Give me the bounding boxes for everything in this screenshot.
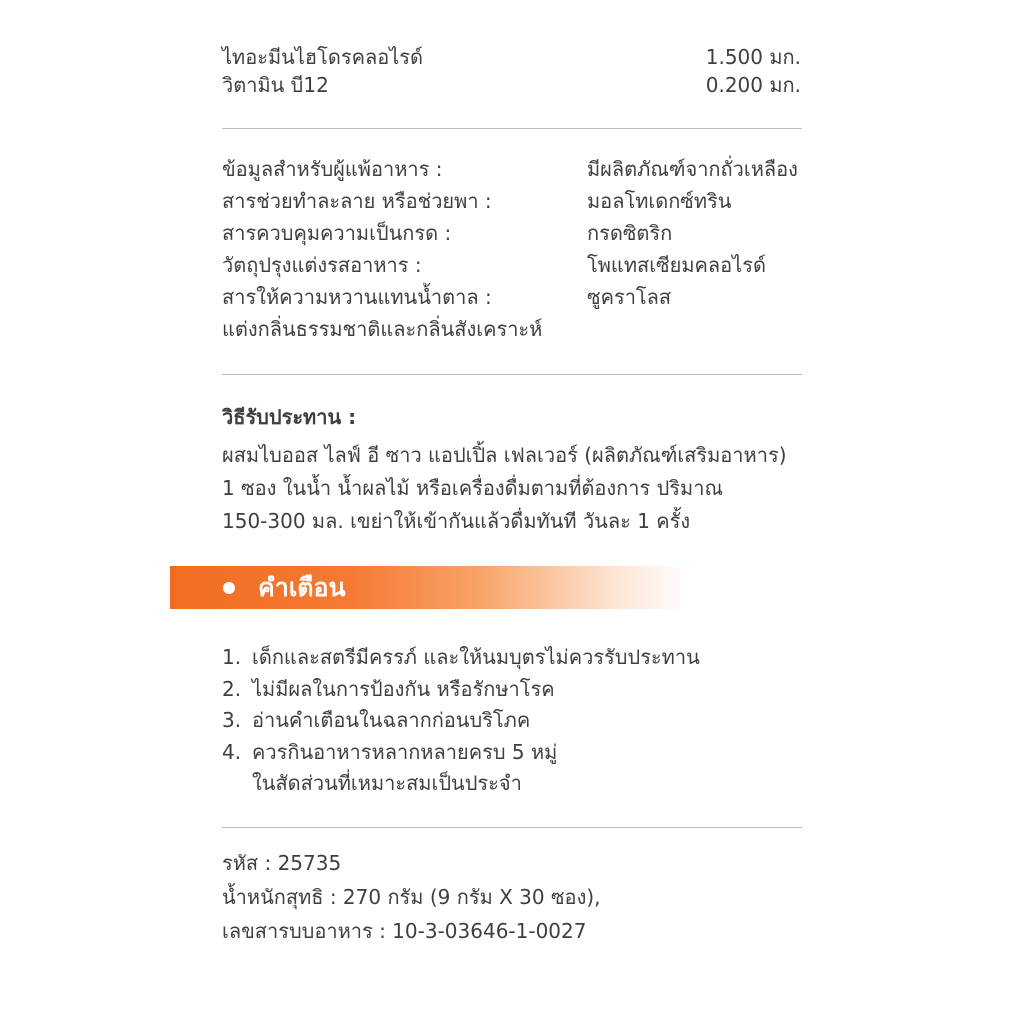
nutrient-name: วิตามิน บี12: [222, 73, 329, 97]
warning-number: 4.: [222, 740, 242, 764]
warning-item: ไม่มีผลในการป้องกัน หรือรักษาโรค: [252, 677, 555, 701]
food-registration-number: เลขสารบบอาหาร : 10-3-03646-1-0027: [222, 919, 587, 943]
ingredient-value: ซูคราโลส: [587, 285, 672, 309]
usage-line: 150-300 มล. เขย่าให้เข้ากันแล้วดื่มทันที วันละ 1 ครั้ง: [222, 509, 691, 533]
nutrient-amount: 1.500 มก.: [705, 45, 801, 69]
ingredient-label: แต่งกลิ่นธรรมชาติและกลิ่นสังเคราะห์: [222, 317, 543, 341]
ingredient-label: สารช่วยทำละลาย หรือช่วยพา :: [222, 189, 492, 213]
usage-line: 1 ซอง ในน้ำ น้ำผลไม้ หรือเครื่องดื่มตามที่ต้องการ ปริมาณ: [222, 476, 724, 500]
bullet-icon: [223, 582, 235, 594]
usage-title: วิธีรับประทาน :: [222, 405, 357, 429]
divider: [222, 128, 802, 129]
warning-number: 1.: [222, 645, 242, 669]
warning-item: เด็กและสตรีมีครรภ์ และให้นมบุตรไม่ควรรับประทาน: [252, 645, 700, 669]
ingredient-value: มีผลิตภัณฑ์จากถั่วเหลือง: [587, 157, 798, 181]
ingredient-label: ข้อมูลสำหรับผู้แพ้อาหาร :: [222, 157, 443, 181]
ingredient-value: มอลโทเดกซ์ทริน: [587, 189, 732, 213]
divider: [222, 827, 802, 828]
warning-title: คำเตือน: [258, 573, 346, 602]
warning-item: อ่านคำเตือนในฉลากก่อนบริโภค: [252, 708, 531, 732]
ingredient-value: กรดซิตริก: [587, 221, 673, 245]
warning-item-continued: ในสัดส่วนที่เหมาะสมเป็นประจำ: [252, 771, 522, 795]
ingredient-label: สารให้ความหวานแทนน้ำตาล :: [222, 285, 492, 309]
net-weight: น้ำหนักสุทธิ : 270 กรัม (9 กรัม X 30 ซอง),: [222, 885, 601, 909]
ingredient-label: สารควบคุมความเป็นกรด :: [222, 221, 452, 245]
warning-number: 2.: [222, 677, 242, 701]
ingredient-value: โพแทสเซียมคลอไรด์: [587, 253, 766, 277]
ingredient-label: วัตถุปรุงแต่งรสอาหาร :: [222, 253, 422, 277]
product-code: รหัส : 25735: [222, 851, 342, 875]
divider: [222, 374, 802, 375]
nutrient-name: ไทอะมีนไฮโดรคลอไรด์: [222, 45, 424, 69]
warning-number: 3.: [222, 708, 242, 732]
warning-item: ควรกินอาหารหลากหลายครบ 5 หมู่: [252, 740, 558, 764]
warning-banner: [170, 566, 690, 609]
usage-line: ผสมไบออส ไลฟ์ อี ซาว แอปเปิ้ล เฟลเวอร์ (ผลิตภัณฑ์เสริมอาหาร): [222, 443, 787, 467]
nutrient-amount: 0.200 มก.: [705, 73, 801, 97]
